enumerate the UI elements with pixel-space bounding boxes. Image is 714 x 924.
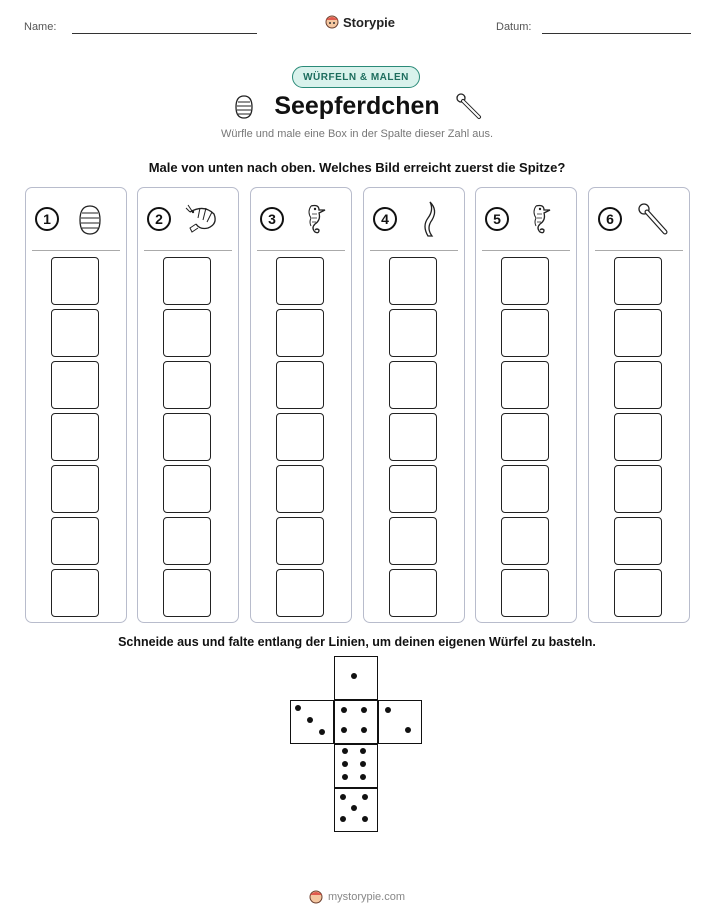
color-box[interactable] bbox=[51, 569, 99, 617]
column-3 bbox=[250, 187, 352, 623]
dice-pip bbox=[361, 727, 367, 733]
color-box[interactable] bbox=[614, 257, 662, 305]
column-number: 1 bbox=[35, 207, 59, 231]
dice-pip bbox=[360, 748, 366, 754]
color-box[interactable] bbox=[51, 309, 99, 357]
clam-icon bbox=[72, 200, 108, 240]
color-box[interactable] bbox=[163, 413, 211, 461]
dice-pip bbox=[340, 816, 346, 822]
color-box[interactable] bbox=[501, 309, 549, 357]
seahorse-icon bbox=[522, 200, 558, 240]
color-box[interactable] bbox=[51, 413, 99, 461]
color-box[interactable] bbox=[389, 309, 437, 357]
dice-pip bbox=[341, 727, 347, 733]
shrimp-icon bbox=[184, 200, 220, 240]
bone-icon bbox=[635, 200, 671, 240]
column-divider bbox=[595, 250, 683, 251]
dice-face-5 bbox=[334, 788, 378, 832]
dice-face-3 bbox=[290, 700, 334, 744]
color-box[interactable] bbox=[389, 569, 437, 617]
subtitle: Würfle und male eine Box in der Spalte dieser Zahl aus. bbox=[220, 128, 494, 140]
column-divider bbox=[144, 250, 232, 251]
dice-pip bbox=[362, 816, 368, 822]
dice-pip bbox=[342, 761, 348, 767]
seahorse-icon bbox=[297, 200, 333, 240]
color-box[interactable] bbox=[276, 465, 324, 513]
color-box[interactable] bbox=[614, 465, 662, 513]
column-2 bbox=[137, 187, 239, 623]
dice-pip bbox=[360, 774, 366, 780]
color-box[interactable] bbox=[614, 413, 662, 461]
color-box[interactable] bbox=[51, 517, 99, 565]
dice-pip bbox=[307, 717, 313, 723]
dice-pip bbox=[385, 707, 391, 713]
dice-face-1 bbox=[334, 656, 378, 700]
footer-url[interactable]: mystorypie.com bbox=[327, 891, 406, 903]
column-number: 2 bbox=[147, 207, 171, 231]
column-number: 5 bbox=[485, 207, 509, 231]
dice-pip bbox=[351, 673, 357, 679]
color-box[interactable] bbox=[163, 517, 211, 565]
column-divider bbox=[482, 250, 570, 251]
dice-net bbox=[290, 656, 424, 834]
seaweed-icon bbox=[410, 200, 446, 240]
dice-pip bbox=[342, 774, 348, 780]
color-box[interactable] bbox=[276, 257, 324, 305]
dice-pip bbox=[342, 748, 348, 754]
color-box[interactable] bbox=[276, 569, 324, 617]
color-box[interactable] bbox=[389, 257, 437, 305]
dice-pip bbox=[362, 794, 368, 800]
color-box[interactable] bbox=[614, 309, 662, 357]
color-box[interactable] bbox=[51, 257, 99, 305]
instruction: Male von unten nach oben. Welches Bild erreicht zuerst die Spitze? bbox=[148, 160, 566, 175]
color-box[interactable] bbox=[501, 569, 549, 617]
bone-icon bbox=[455, 92, 485, 122]
column-5 bbox=[475, 187, 577, 623]
color-box[interactable] bbox=[501, 517, 549, 565]
color-box[interactable] bbox=[163, 257, 211, 305]
color-box[interactable] bbox=[276, 413, 324, 461]
column-divider bbox=[32, 250, 120, 251]
dice-face-6 bbox=[334, 744, 378, 788]
footer bbox=[0, 889, 714, 905]
cut-instruction: Schneide aus und falte entlang der Linien, um deinen eigenen Würfel zu basteln. bbox=[118, 635, 596, 649]
column-number: 6 bbox=[598, 207, 622, 231]
column-divider bbox=[257, 250, 345, 251]
color-box[interactable] bbox=[276, 361, 324, 409]
storypie-mascot-icon bbox=[309, 889, 323, 905]
color-box[interactable] bbox=[389, 413, 437, 461]
color-box[interactable] bbox=[501, 465, 549, 513]
storypie-mascot-icon bbox=[325, 14, 339, 30]
brand-logo bbox=[325, 14, 395, 30]
dice-pip bbox=[361, 707, 367, 713]
dice-pip bbox=[295, 705, 301, 711]
color-box[interactable] bbox=[389, 517, 437, 565]
name-field-line[interactable] bbox=[72, 33, 257, 34]
color-box[interactable] bbox=[51, 465, 99, 513]
brand-name: Storypie bbox=[343, 14, 396, 30]
column-number: 4 bbox=[373, 207, 397, 231]
date-field-line[interactable] bbox=[542, 33, 691, 34]
page-title: Seepferdchen bbox=[274, 92, 440, 120]
color-box[interactable] bbox=[614, 569, 662, 617]
color-box[interactable] bbox=[614, 517, 662, 565]
dice-pip bbox=[319, 729, 325, 735]
column-divider bbox=[370, 250, 458, 251]
dice-pip bbox=[340, 794, 346, 800]
color-box[interactable] bbox=[501, 257, 549, 305]
column-6 bbox=[588, 187, 690, 623]
column-1 bbox=[25, 187, 127, 623]
dice-pip bbox=[405, 727, 411, 733]
color-box[interactable] bbox=[163, 465, 211, 513]
dice-face-2 bbox=[378, 700, 422, 744]
name-label: Name: bbox=[24, 21, 57, 33]
color-box[interactable] bbox=[163, 309, 211, 357]
color-box[interactable] bbox=[614, 361, 662, 409]
dice-pip bbox=[360, 761, 366, 767]
dice-pip bbox=[351, 805, 357, 811]
color-box[interactable] bbox=[501, 413, 549, 461]
color-box[interactable] bbox=[389, 465, 437, 513]
color-box[interactable] bbox=[389, 361, 437, 409]
color-box[interactable] bbox=[276, 309, 324, 357]
color-box[interactable] bbox=[51, 361, 99, 409]
color-box[interactable] bbox=[276, 517, 324, 565]
dice-pip bbox=[341, 707, 347, 713]
date-label: Datum: bbox=[496, 21, 532, 33]
color-box[interactable] bbox=[163, 569, 211, 617]
dice-face-4 bbox=[334, 700, 378, 744]
column-number: 3 bbox=[260, 207, 284, 231]
color-box[interactable] bbox=[163, 361, 211, 409]
color-box[interactable] bbox=[501, 361, 549, 409]
column-4 bbox=[363, 187, 465, 623]
activity-badge: WÜRFELN & MALEN bbox=[292, 66, 420, 88]
